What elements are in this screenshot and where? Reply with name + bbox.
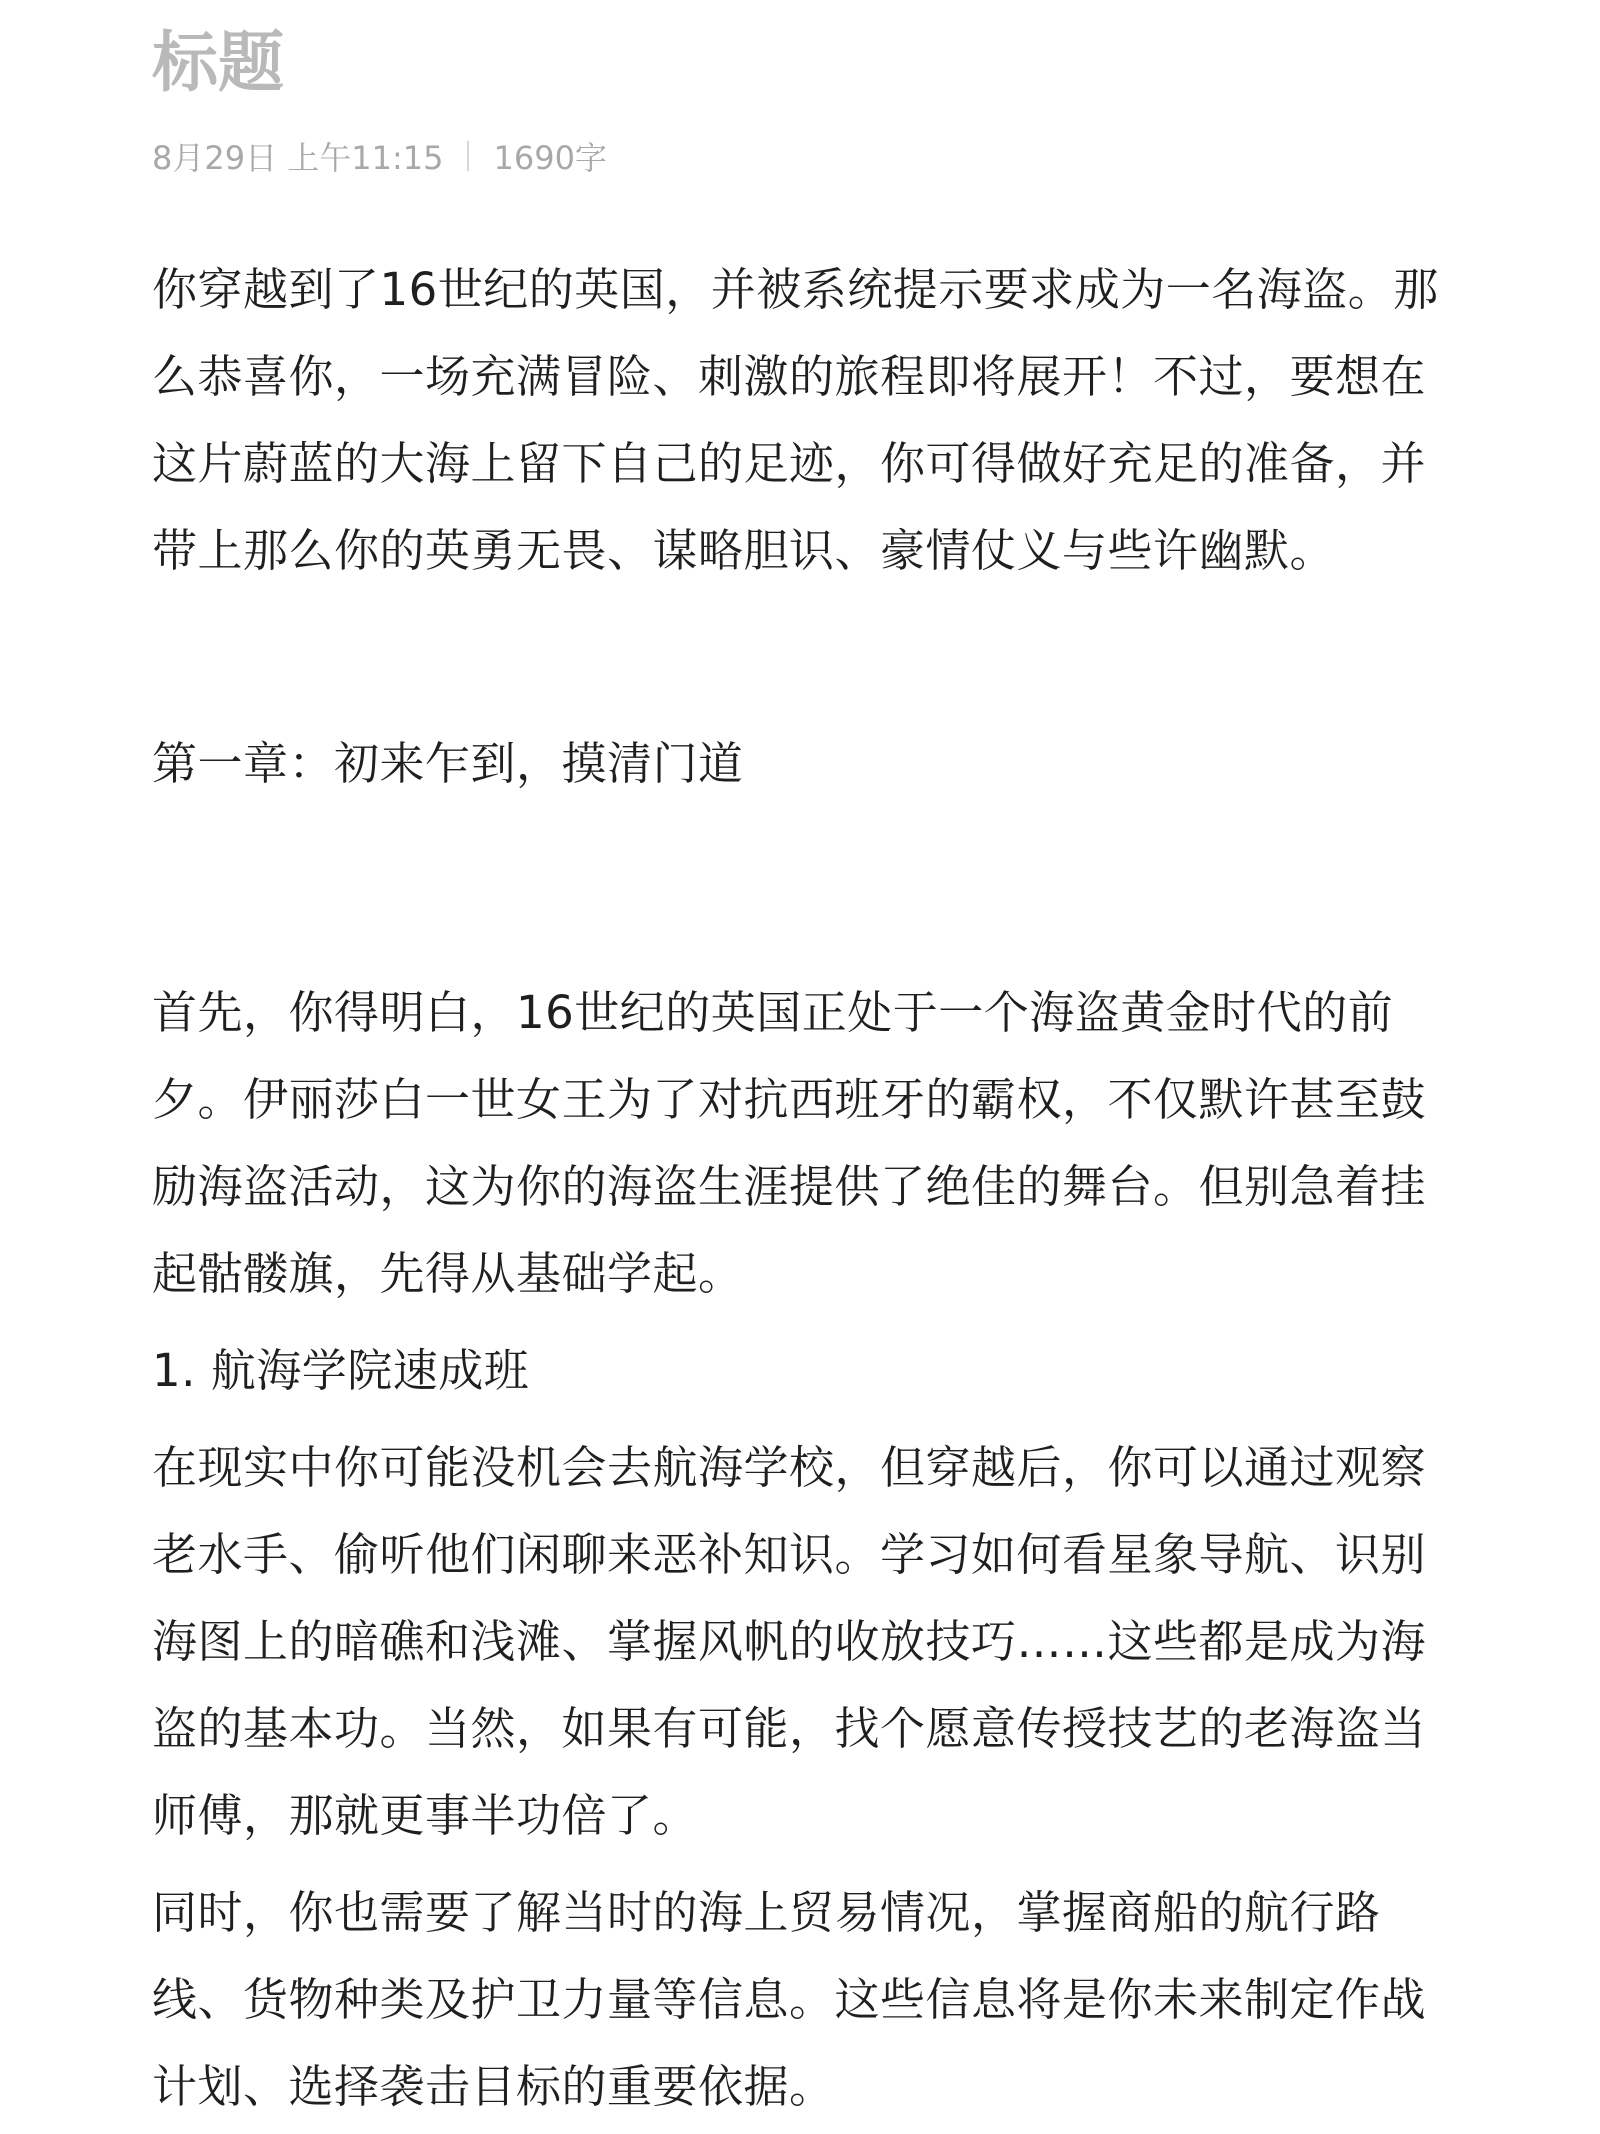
section-heading-1[interactable]: 1. 航海学院速成班 (152, 1344, 530, 1397)
note-word-count: 1690字 (493, 139, 607, 177)
paragraph-gap (152, 1414, 1448, 1424)
note-title[interactable]: 标题 (152, 24, 284, 101)
paragraph-gap (152, 1317, 1448, 1327)
paragraph-trade[interactable]: 同时，你也需要了解当时的海上贸易情况，掌握商船的航行路线、货物种类及护卫力量等信息。这些信息将是你未来制定作战计划、选择袭击目标的重要依据。 (152, 1886, 1427, 2113)
paragraph-intro[interactable]: 你穿越到了16世纪的英国，并被系统提示要求成为一名海盗。那么恭喜你，一场充满冒险、刺激的旅程即将展开！不过，要想在这片蔚蓝的大海上留下自己的足迹，你可得做好充足的准备，并带上那么你的英勇无畏、谋略胆识、豪情仗义与些许幽默。 (152, 263, 1439, 577)
paragraph-gap (152, 1859, 1448, 1869)
meta-divider (467, 141, 469, 171)
blank-line (152, 594, 1448, 720)
paragraph-history[interactable]: 首先，你得明白，16世纪的英国正处于一个海盗黄金时代的前夕。伊丽莎白一世女王为了对抗西班牙的霸权，不仅默许甚至鼓励海盗活动，这为你的海盗生涯提供了绝佳的舞台。但别急着挂起骷髅旗，先得从基础学起。 (152, 986, 1427, 1300)
note-date: 8月29日 上午11:15 (152, 139, 444, 177)
note-meta (152, 134, 607, 178)
paragraph-skills[interactable]: 在现实中你可能没机会去航海学校，但穿越后，你可以通过观察老水手、偷听他们闲聊来恶补知识。学习如何看星象导航、识别海图上的暗礁和浅滩、掌握风帆的收放技巧……这些都是成为海盗的基本功。当然，如果有可能，找个愿意传授技艺的老海盗当师傅，那就更事半功倍了。 (152, 1441, 1427, 1842)
note-body[interactable] (152, 246, 1448, 2130)
blank-line (152, 807, 1448, 969)
chapter-heading[interactable]: 第一章：初来乍到，摸清门道 (152, 737, 744, 790)
